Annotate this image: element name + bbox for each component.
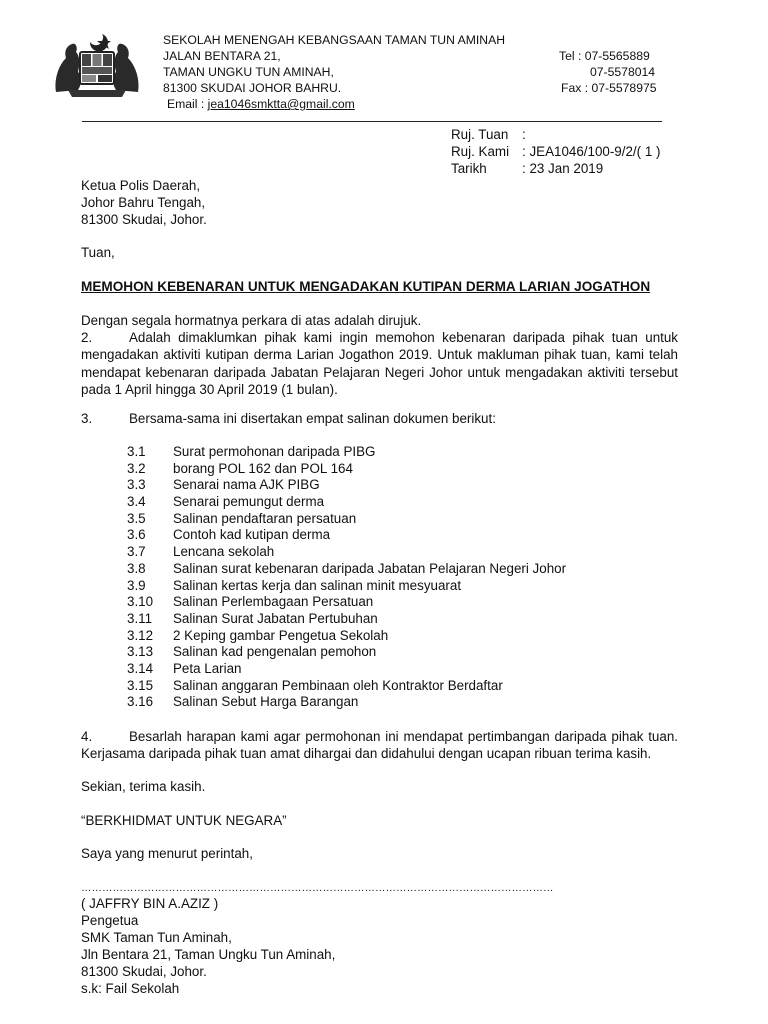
ruj-kami-label: Ruj. Kami — [451, 144, 510, 159]
list-item-text: Salinan anggaran Pembinaan oleh Kontraktor Berdaftar — [173, 677, 503, 693]
list-item-text: Salinan kertas kerja dan salinan minit mesyuarat — [173, 577, 462, 593]
ruj-tuan-label: Ruj. Tuan — [451, 127, 509, 142]
list-item — [127, 678, 566, 695]
list-item-text: Salinan kad pengenalan pemohon — [173, 644, 377, 660]
paragraph-2 — [81, 329, 678, 399]
tarikh-label: Tarikh — [451, 161, 487, 176]
list-item-text: Lencana sekolah — [173, 544, 275, 560]
ruj-kami-value: : JEA1046/100-9/2/( 1 ) — [522, 144, 661, 159]
list-item — [127, 594, 566, 611]
list-item-text: Senarai nama AJK PIBG — [173, 477, 320, 493]
list-item-number: 3.1 — [127, 444, 146, 459]
signature-line: ……………………………………………………………………………………………………………………… — [81, 882, 554, 894]
list-item — [127, 444, 566, 461]
list-item-text: Salinan pendaftaran persatuan — [173, 510, 357, 526]
list-item-text: borang POL 162 dan POL 164 — [173, 460, 353, 476]
list-item-number: 3.15 — [127, 677, 154, 693]
list-item-number: 3.10 — [127, 594, 154, 610]
list-item-text: Salinan Perlembagaan Persatuan — [173, 594, 374, 610]
signer-address-2: 81300 Skudai, Johor. — [81, 964, 207, 979]
list-item-text: Senarai pemungut derma — [173, 494, 325, 510]
ruj-tuan-value: : — [522, 127, 526, 142]
list-item-number: 3.9 — [127, 577, 146, 593]
list-item — [127, 494, 566, 511]
list-item-number: 3.14 — [127, 660, 154, 676]
paragraph-4-text: Besarlah harapan kami agar permohonan ini mendapat pertimbangan daripada pihak tuan. Kerjasama daripada pihak tuan amat dihargai dan didahului dengan ucapan ribuan terima kasih. — [81, 729, 678, 762]
signer-address-1: Jln Bentara 21, Taman Ungku Tun Aminah, — [81, 947, 336, 962]
tel-1: Tel : 07-5565889 — [559, 49, 650, 63]
list-item — [127, 628, 566, 645]
list-item-number: 3.4 — [127, 494, 146, 510]
coat-of-arms-icon — [52, 30, 142, 100]
list-item-number: 3.8 — [127, 560, 146, 576]
list-item — [127, 578, 566, 595]
list-item — [127, 477, 566, 494]
address-line-3: 81300 SKUDAI JOHOR BAHRU. — [163, 81, 342, 95]
list-item-number: 3.13 — [127, 644, 154, 660]
paragraph-4-number: 4. — [81, 729, 93, 744]
list-item-number: 3.7 — [127, 544, 146, 560]
signer-school: SMK Taman Tun Aminah, — [81, 930, 232, 945]
list-item-number: 3.12 — [127, 627, 154, 643]
list-item-text: Salinan Sebut Harga Barangan — [173, 694, 359, 710]
paragraph-2-number: 2. — [81, 330, 93, 345]
school-name: SEKOLAH MENENGAH KEBANGSAAN TAMAN TUN AMINAH — [163, 33, 505, 47]
list-item-number: 3.11 — [127, 610, 153, 626]
list-item — [127, 527, 566, 544]
paragraph-3 — [81, 411, 496, 428]
closing-line: Sekian, terima kasih. — [81, 779, 206, 794]
opening-line: Dengan segala hormatnya perkara di atas adalah dirujuk. — [81, 313, 422, 328]
list-item — [127, 461, 566, 478]
recipient-line-2: Johor Bahru Tengah, — [81, 195, 206, 210]
list-item-text: Salinan Surat Jabatan Pertubuhan — [173, 610, 378, 626]
recipient-line-1: Ketua Polis Daerah, — [81, 178, 201, 193]
list-item — [127, 694, 566, 711]
cc-line: s.k: Fail Sekolah — [81, 981, 180, 996]
email-label: Email : — [167, 97, 208, 111]
list-item-number: 3.2 — [127, 460, 146, 476]
list-item-text: 2 Keping gambar Pengetua Sekolah — [173, 627, 389, 643]
tarikh-value: : 23 Jan 2019 — [522, 161, 604, 176]
email-link[interactable]: jea1046smktta@gmail.com — [207, 97, 355, 111]
list-item-text: Contoh kad kutipan derma — [173, 527, 331, 543]
email-line — [167, 96, 355, 112]
signoff: Saya yang menurut perintah, — [81, 846, 253, 861]
salutation: Tuan, — [81, 245, 115, 260]
list-item-text: Surat permohonan daripada PIBG — [173, 444, 376, 459]
address-line-2: TAMAN UNGKU TUN AMINAH, — [163, 65, 334, 79]
address-line-1: JALAN BENTARA 21, — [163, 49, 281, 63]
paragraph-3-number: 3. — [81, 411, 93, 426]
list-item — [127, 511, 566, 528]
subject-heading: MEMOHON KEBENARAN UNTUK MENGADAKAN KUTIPAN DERMA LARIAN JOGATHON — [81, 279, 651, 294]
document-list — [127, 444, 566, 711]
header-divider — [82, 121, 662, 122]
list-item-number: 3.16 — [127, 694, 154, 710]
list-item — [127, 661, 566, 678]
paragraph-2-text: Adalah dimaklumkan pihak kami ingin memohon kebenaran daripada pihak tuan untuk mengadakan aktiviti kutipan derma Larian Jogathon 2019. Untuk makluman pihak tuan, kami telah mendapat kebenaran daripada Jabatan Pelajaran Negeri Johor untuk mengadakan aktiviti tersebut pada 1 April hingga 30 April 2019 (1 bulan). — [81, 330, 678, 398]
list-item-number: 3.3 — [127, 477, 146, 493]
paragraph-3-text: Bersama-sama ini disertakan empat salinan dokumen berikut: — [129, 411, 496, 426]
list-item-number: 3.6 — [127, 527, 146, 543]
list-item — [127, 644, 566, 661]
signer-name: ( JAFFRY BIN A.AZIZ ) — [81, 896, 219, 911]
list-item — [127, 611, 566, 628]
paragraph-4 — [81, 728, 678, 763]
list-item-text: Salinan surat kebenaran daripada Jabatan Pelajaran Negeri Johor — [173, 560, 567, 576]
list-item — [127, 561, 566, 578]
fax: Fax : 07-5578975 — [561, 81, 657, 95]
list-item-number: 3.5 — [127, 510, 146, 526]
list-item — [127, 544, 566, 561]
list-item-text: Peta Larian — [173, 660, 242, 676]
recipient-line-3: 81300 Skudai, Johor. — [81, 212, 207, 227]
tel-2: 07-5578014 — [590, 65, 656, 79]
motto: “BERKHIDMAT UNTUK NEGARA” — [81, 813, 287, 828]
signer-title: Pengetua — [81, 913, 139, 928]
